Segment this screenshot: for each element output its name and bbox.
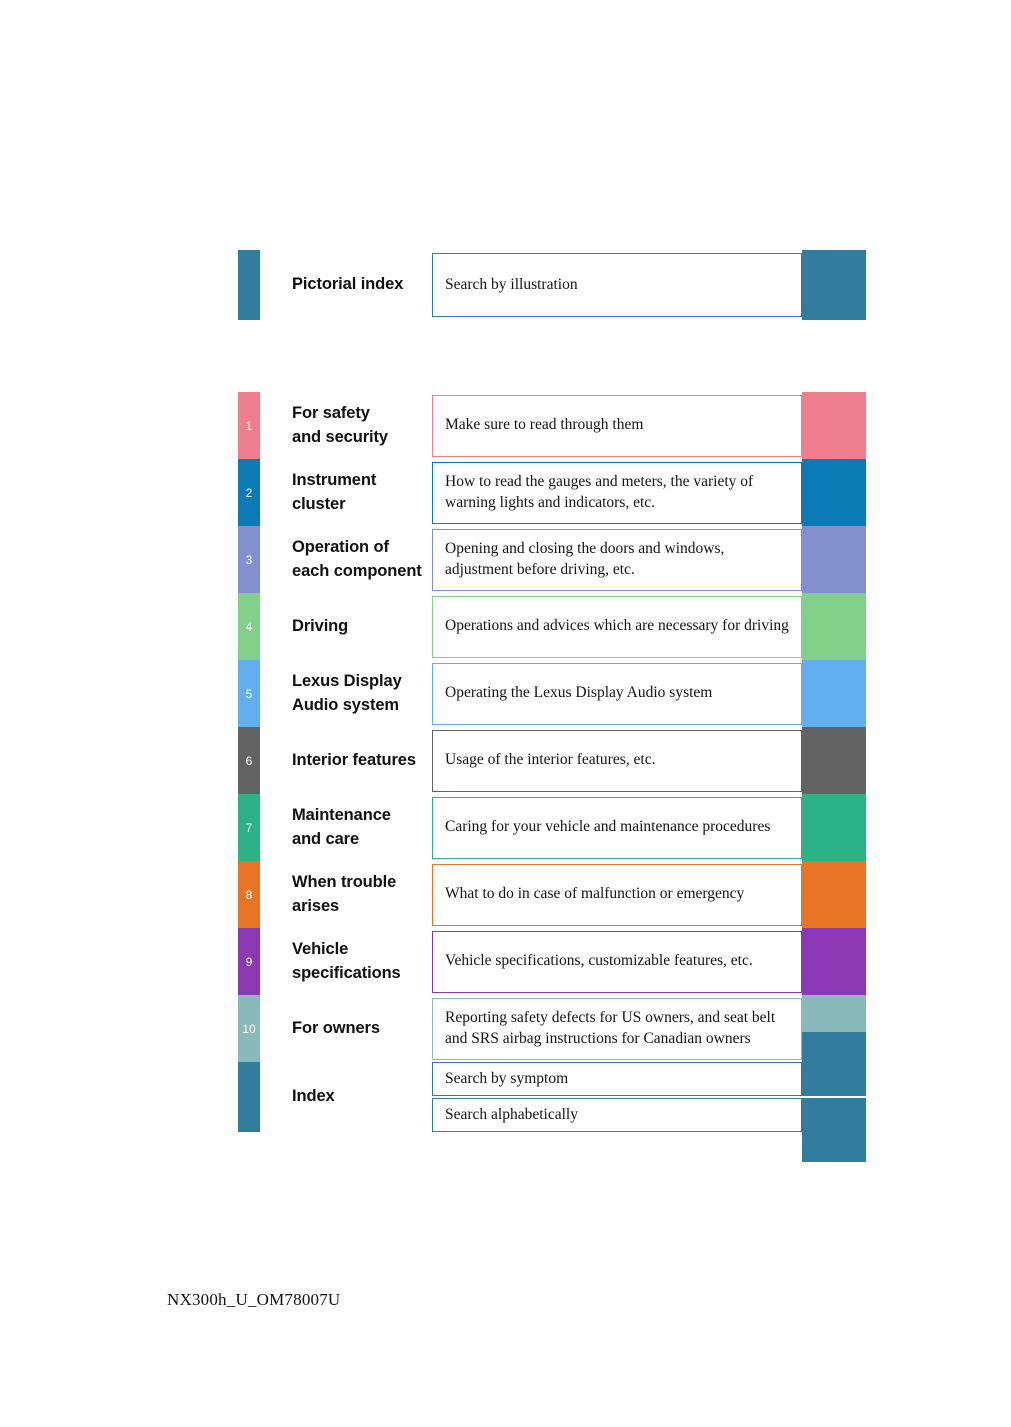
table-row[interactable]: [238, 392, 866, 459]
table-row[interactable]: [238, 593, 866, 660]
chapter-title: [260, 861, 432, 928]
chapter-title: [260, 250, 432, 320]
chapter-title: [260, 1062, 432, 1132]
chapter-description: Vehicle specifications, customizable features, etc.: [432, 931, 802, 993]
chapter-description: Usage of the interior features, etc.: [432, 730, 802, 792]
chapter-title-line: specifications: [292, 963, 401, 982]
chapter-title-line: Index: [292, 1087, 335, 1106]
table-of-contents: [238, 250, 866, 1132]
chapter-color-tab: [238, 392, 260, 459]
chapter-title-line: For owners: [292, 1018, 380, 1037]
chapter-title: [260, 794, 432, 861]
chapter-title-line: Vehicle: [292, 939, 349, 958]
chapter-title: [260, 526, 432, 593]
chapter-color-tab: [238, 660, 260, 727]
chapter-description: What to do in case of malfunction or emergency: [432, 864, 802, 926]
table-row[interactable]: [238, 794, 866, 861]
chapter-title-line: Driving: [292, 616, 349, 635]
chapter-description: Operations and advices which are necessary for driving: [432, 596, 802, 658]
chapter-color-tab: [238, 794, 260, 861]
chapter-number: 5: [245, 687, 253, 701]
index-section[interactable]: [238, 1062, 866, 1132]
chapter-title: [260, 459, 432, 526]
chapter-number: 6: [245, 754, 253, 768]
chapter-end-swatch: [802, 660, 866, 727]
table-row[interactable]: [238, 250, 866, 320]
chapter-end-swatch: [802, 526, 866, 593]
index-row-symptom[interactable]: Search by symptom: [432, 1062, 802, 1096]
chapter-title-line: Pictorial index: [292, 275, 404, 294]
chapter-title-line: and care: [292, 829, 360, 848]
chapter-title-line: Lexus Display: [292, 671, 402, 690]
chapter-end-swatch: [802, 392, 866, 459]
chapter-title-line: For safety: [292, 403, 370, 422]
table-row[interactable]: [238, 928, 866, 995]
chapter-title: [260, 928, 432, 995]
chapter-color-tab: [238, 995, 260, 1062]
chapter-end-swatch: [802, 593, 866, 660]
chapter-end-swatch: [802, 1032, 866, 1096]
chapter-number: 9: [245, 955, 253, 969]
chapter-color-tab: [238, 593, 260, 660]
chapter-color-tab: [238, 250, 260, 320]
chapter-title: [260, 593, 432, 660]
table-row[interactable]: [238, 526, 866, 593]
chapter-end-swatch: [802, 1098, 866, 1162]
table-row[interactable]: [238, 660, 866, 727]
chapter-color-tab: [238, 459, 260, 526]
chapter-number: 1: [245, 419, 253, 433]
table-row[interactable]: [238, 727, 866, 794]
table-row[interactable]: [238, 861, 866, 928]
chapter-title-line: When trouble: [292, 872, 397, 891]
chapter-number: 8: [245, 888, 253, 902]
chapter-title-line: Maintenance: [292, 805, 391, 824]
chapter-description: Search by illustration: [432, 253, 802, 317]
chapter-description: Caring for your vehicle and maintenance procedures: [432, 797, 802, 859]
chapter-number: 3: [245, 553, 253, 567]
chapter-title: [260, 392, 432, 459]
chapter-end-swatch: [802, 459, 866, 526]
index-row-alphabetical[interactable]: Search alphabetically: [432, 1098, 802, 1132]
chapter-end-swatch: [802, 861, 866, 928]
chapter-title-line: Interior features: [292, 750, 416, 769]
chapter-color-tab: [238, 1062, 260, 1132]
chapter-number: 4: [245, 620, 253, 634]
footer-document-code: NX300h_U_OM78007U: [167, 1290, 341, 1309]
chapter-description: Opening and closing the doors and windows, adjustment before driving, etc.: [432, 529, 802, 591]
chapter-number: 7: [245, 821, 253, 835]
chapter-end-swatch: [802, 928, 866, 995]
chapter-title: [260, 995, 432, 1062]
section-gap: [238, 320, 866, 392]
chapter-description: Make sure to read through them: [432, 395, 802, 457]
chapter-title-line: arises: [292, 896, 340, 915]
chapter-end-swatch: [802, 727, 866, 794]
chapter-description: Reporting safety defects for US owners, and seat belt and SRS airbag instructions for Canadian owners: [432, 998, 802, 1060]
chapter-color-tab: [238, 861, 260, 928]
chapter-title-line: each component: [292, 561, 422, 580]
table-row[interactable]: [238, 459, 866, 526]
chapter-title-line: Operation of: [292, 537, 389, 556]
chapter-description: How to read the gauges and meters, the variety of warning lights and indicators, etc.: [432, 462, 802, 524]
chapter-color-tab: [238, 526, 260, 593]
chapter-title: [260, 660, 432, 727]
chapter-title-line: and security: [292, 427, 389, 446]
chapter-number: 2: [245, 486, 253, 500]
chapter-color-tab: [238, 727, 260, 794]
chapter-title-line: Audio system: [292, 695, 399, 714]
chapter-title-line: Instrument cluster: [292, 470, 377, 513]
chapter-title: [260, 727, 432, 794]
chapter-end-swatch: [802, 794, 866, 861]
chapter-description: Operating the Lexus Display Audio system: [432, 663, 802, 725]
chapter-end-swatch: [802, 250, 866, 320]
chapter-color-tab: [238, 928, 260, 995]
chapter-number: 10: [242, 1022, 256, 1036]
table-row[interactable]: [238, 995, 866, 1062]
